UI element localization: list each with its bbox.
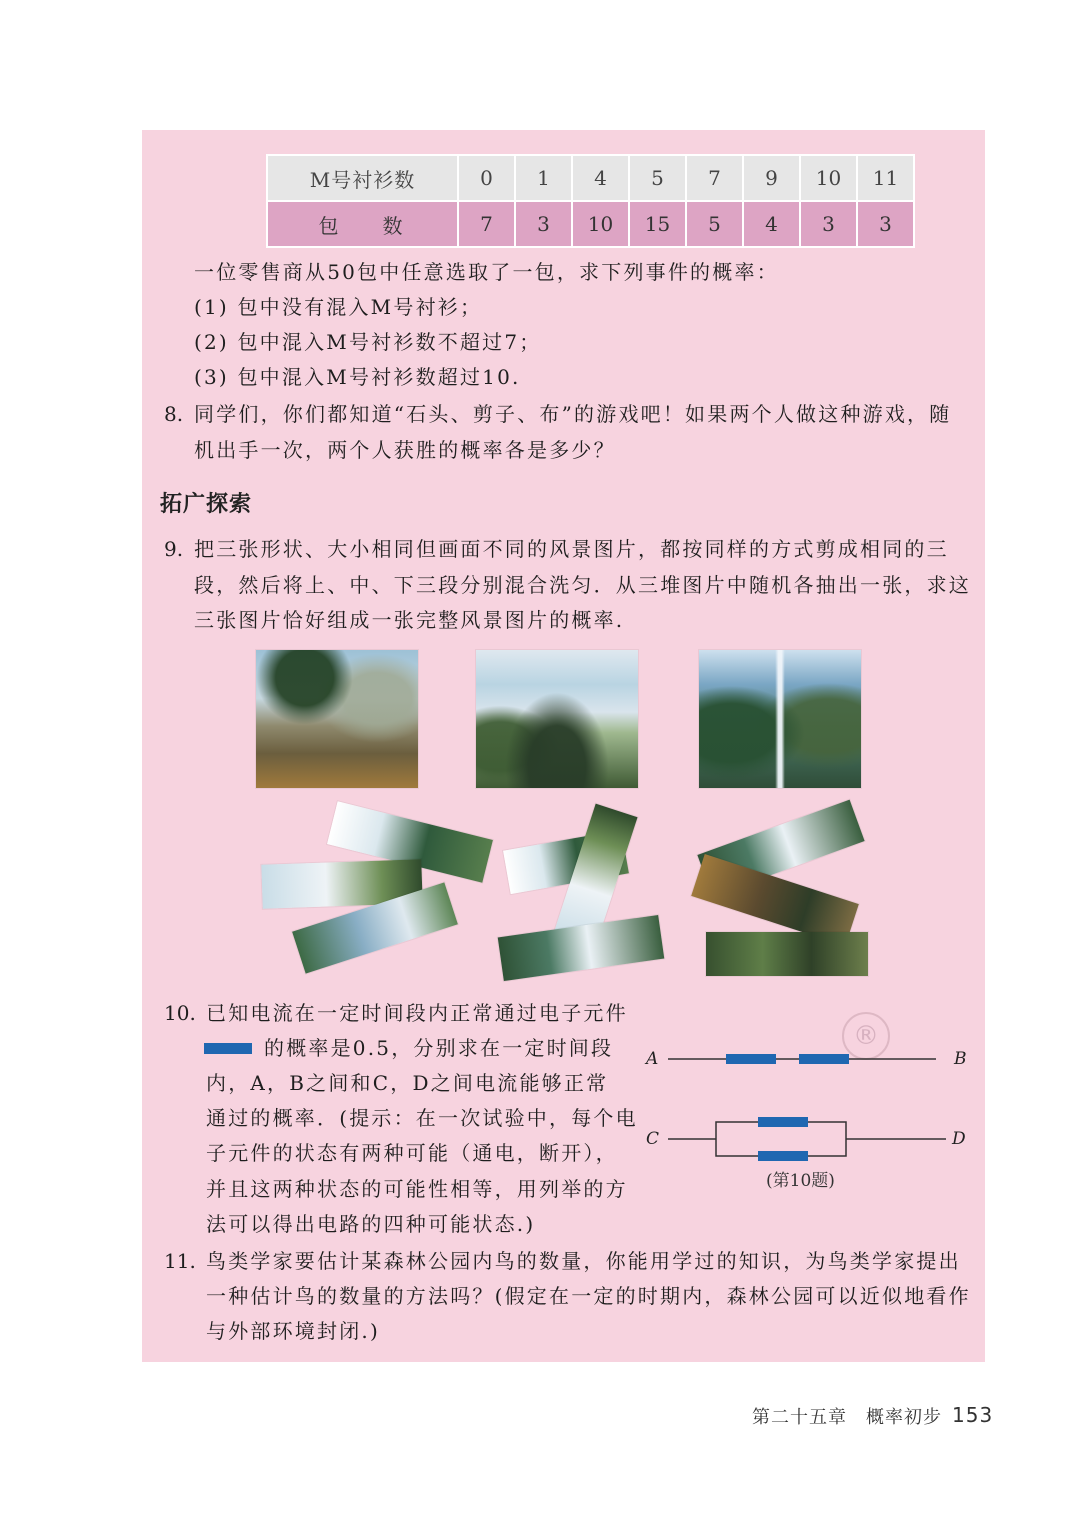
q9-line-3: 三张图片恰好组成一张完整风景图片的概率. — [194, 608, 625, 632]
footer-chapter: 第二十五章 — [752, 1407, 847, 1428]
resistor-ab-1 — [726, 1054, 776, 1064]
table-cell: 3 — [857, 201, 914, 247]
resistor-symbol — [204, 1043, 252, 1054]
label-c: C — [646, 1129, 660, 1149]
table-header-cell: M号衬衫数 — [267, 155, 458, 201]
table-cell: 9 — [743, 155, 800, 201]
q8-line-1: 同学们，你们都知道“石头、剪子、布”的游戏吧！如果两个人做这种游戏，随 — [194, 402, 952, 426]
q7-item-3: (3) 包中混入M号衬衫数超过10. — [194, 365, 521, 389]
table-cell: 7 — [458, 201, 515, 247]
table-cell: 1 — [515, 155, 572, 201]
table-header-cell: 包数 — [267, 201, 458, 247]
q9-line-2: 段，然后将上、中、下三段分别混合洗匀．从三堆图片中随机各抽出一张，求这 — [194, 573, 971, 597]
q7-item-1: (1) 包中没有混入M号衬衫； — [194, 295, 483, 319]
q9-number: 9. — [164, 537, 184, 561]
q11-line-3: 与外部环境封闭.) — [206, 1319, 380, 1343]
q11-line-1: 鸟类学家要估计某森林公园内鸟的数量，你能用学过的知识，为鸟类学家提出 — [206, 1249, 961, 1273]
table-cell: 11 — [857, 155, 914, 201]
footer-topic: 概率初步 — [866, 1407, 942, 1428]
resistor-cd-1 — [758, 1117, 808, 1127]
label-d: D — [952, 1129, 966, 1149]
q10-line-4: 通过的概率．(提示：在一次试验中，每个电 — [206, 1106, 638, 1130]
table-cell: 7 — [686, 155, 743, 201]
circuit-diagram — [636, 1040, 976, 1170]
photo-strip — [706, 932, 868, 976]
table-cell: 5 — [629, 155, 686, 201]
table-row — [267, 155, 914, 201]
q9-line-1: 把三张形状、大小相同但画面不同的风景图片，都按同样的方式剪成相同的三 — [194, 537, 949, 561]
table-cell: 3 — [800, 201, 857, 247]
table-cell: 10 — [800, 155, 857, 201]
q10-line-6: 并且这两种状态的可能性相等，用列举的方 — [206, 1177, 628, 1201]
section-title: 拓广探索 — [160, 492, 253, 517]
label-a: A — [646, 1049, 659, 1069]
table-cell: 0 — [458, 155, 515, 201]
table-cell: 10 — [572, 201, 629, 247]
q10-line-7: 法可以得出电路的四种可能状态.) — [206, 1212, 536, 1236]
q8-line-2: 机出手一次，两个人获胜的概率各是多少？ — [194, 438, 616, 462]
table-cell: 15 — [629, 201, 686, 247]
q8-number: 8. — [164, 402, 184, 426]
table-cell: 5 — [686, 201, 743, 247]
q10-line-3: 内，A，B之间和C，D之间电流能够正常 — [206, 1071, 609, 1095]
q10-line-2: 的概率是0.5，分别求在一定时间段 — [264, 1036, 614, 1060]
table-cell: 3 — [515, 201, 572, 247]
landscape-photo-waterfall — [699, 650, 861, 788]
q11-line-2: 一种估计鸟的数量的方法吗？(假定在一定的时期内，森林公园可以近似地看作 — [206, 1284, 971, 1308]
q10-line-1: 已知电流在一定时间段内正常通过电子元件 — [206, 1001, 628, 1025]
figure-caption: (第10题) — [766, 1171, 835, 1191]
q11-number: 11. — [164, 1249, 196, 1273]
page-number: 153 — [952, 1403, 994, 1427]
label-b: B — [954, 1049, 967, 1069]
q7-intro: 一位零售商从50包中任意选取了一包，求下列事件的概率： — [194, 260, 779, 284]
resistor-ab-2 — [799, 1054, 849, 1064]
landscape-photo-pine — [256, 650, 418, 788]
q10-number: 10. — [164, 1001, 196, 1025]
landscape-photo-lake — [476, 650, 638, 788]
table-row — [267, 201, 914, 247]
q7-item-2: (2) 包中混入M号衬衫数不超过7； — [194, 330, 542, 354]
table-cell: 4 — [572, 155, 629, 201]
registered-watermark: ® — [842, 1012, 890, 1060]
table-cell: 4 — [743, 201, 800, 247]
shirt-count-table — [266, 154, 915, 248]
resistor-cd-2 — [758, 1151, 808, 1161]
q10-line-5: 子元件的状态有两种可能（通电，断开）， — [206, 1141, 618, 1165]
